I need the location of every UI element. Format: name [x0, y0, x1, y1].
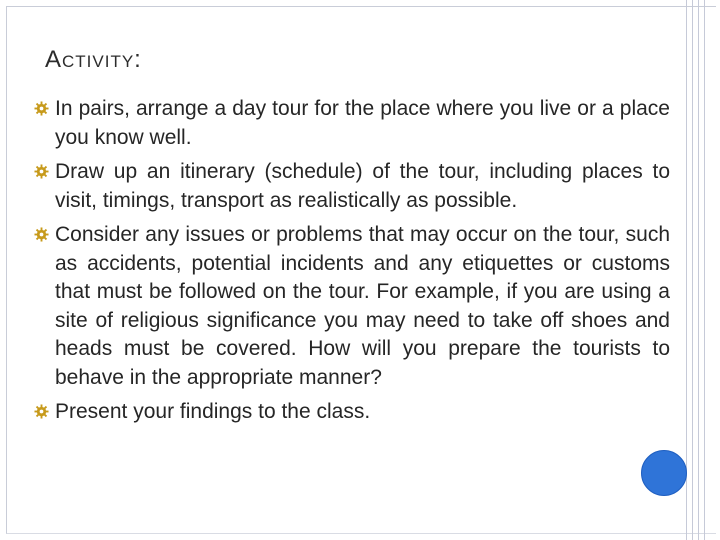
bullet-item — [34, 158, 670, 215]
bullet-text: In pairs, arrange a day tour for the place where you live or a place you know well. — [55, 97, 670, 149]
gear-icon — [34, 101, 49, 116]
bullet-list — [34, 95, 670, 433]
bullet-item — [34, 95, 670, 152]
gear-icon — [34, 404, 49, 419]
bullet-item — [34, 221, 670, 392]
decorative-circle — [641, 450, 687, 496]
gear-icon — [34, 164, 49, 179]
decorative-rule — [686, 0, 687, 540]
decorative-rule — [698, 0, 699, 540]
bullet-item — [34, 398, 670, 427]
bullet-text: Present your findings to the class. — [55, 400, 371, 423]
slide-title: Activity: — [45, 46, 142, 73]
decorative-rule — [704, 0, 705, 540]
gear-icon — [34, 227, 49, 242]
decorative-rule — [692, 0, 693, 540]
bullet-text: Consider any issues or problems that may occur on the tour, such as accidents, potential incidents and any etiquettes or customs that must be followed on the tour. For example, if you are using a site of religious significance you may need to take off shoes and heads must be covered. How will you prepare the tourists to behave in the appropriate manner? — [55, 223, 670, 389]
bullet-text: Draw up an itinerary (schedule) of the tour, including places to visit, timings, transport as realistically as possible. — [55, 160, 670, 212]
